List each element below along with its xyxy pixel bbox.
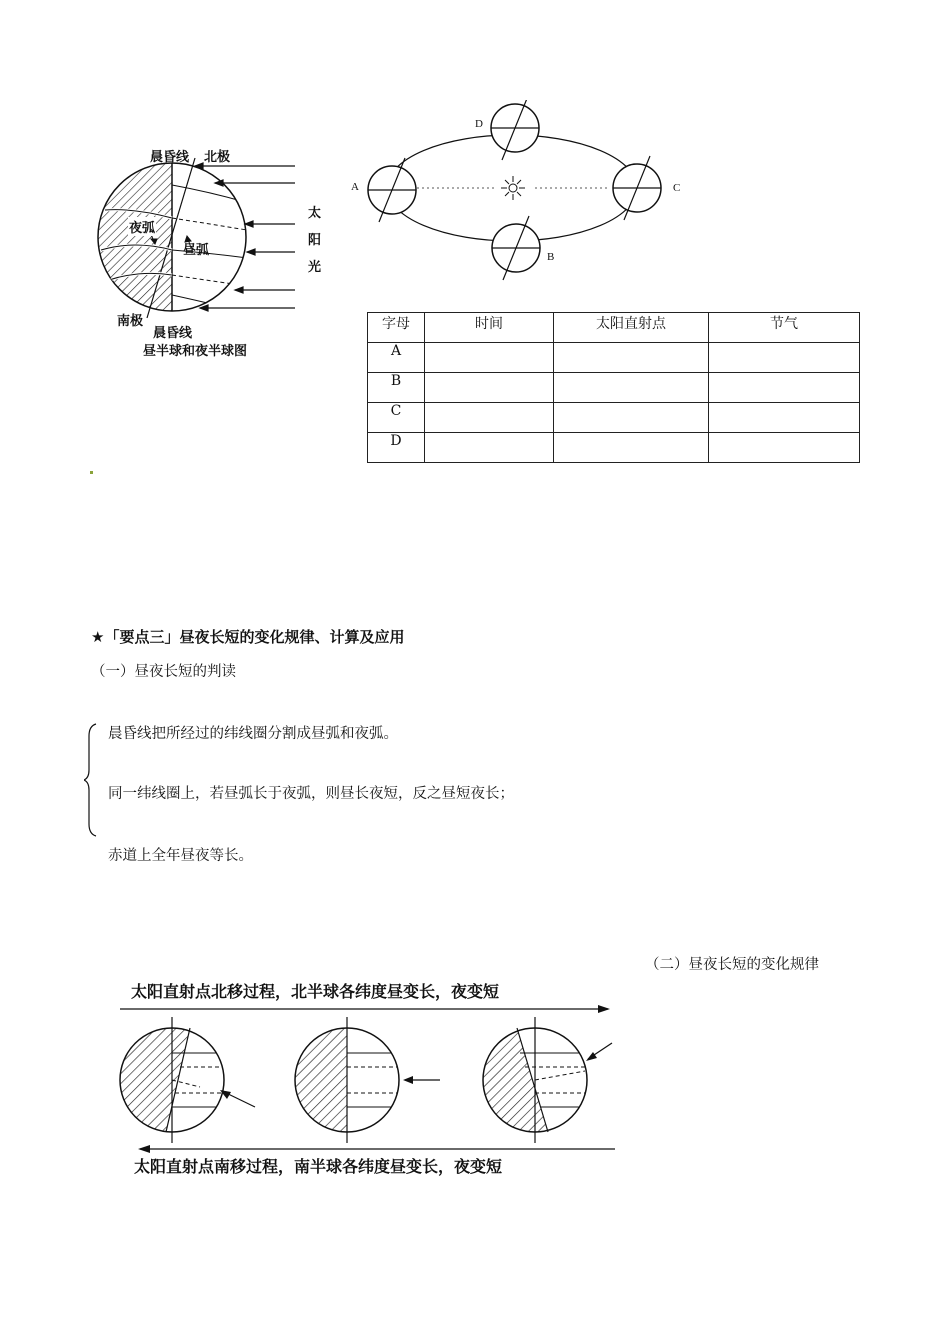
cell-letter: C [368, 403, 425, 433]
cell-term[interactable] [709, 433, 860, 463]
decorative-dot [90, 471, 93, 474]
orbit-answer-table [367, 312, 860, 463]
section-title: ★「要点三」昼夜长短的变化规律、计算及应用 [91, 628, 405, 646]
figure3-bottom-caption: 太阳直射点南移过程，南半球各纬度昼变长，夜变短 [134, 1157, 503, 1176]
cell-point[interactable] [554, 343, 709, 373]
cell-term[interactable] [709, 373, 860, 403]
night-arc-label: 夜弧 [128, 217, 156, 236]
cell-time[interactable] [425, 373, 554, 403]
subsection-2-title: （二）昼夜长短的变化规律 [645, 957, 819, 973]
cell-point[interactable] [554, 433, 709, 463]
day-arc-label: 昼弧 [183, 243, 210, 258]
terminator-label-bottom: 晨昏线 [153, 326, 193, 341]
terminator-label-top: 晨昏线 [150, 150, 190, 165]
sunlight-label-2: 阳 [308, 233, 322, 248]
cell-letter: A [368, 343, 425, 373]
north-pole-label: 北极 [204, 150, 231, 165]
cell-time[interactable] [425, 403, 554, 433]
bullet-1: 晨昏线把所经过的纬线圈分割成昼弧和夜弧。 [108, 726, 398, 742]
sunlight-label-3: 光 [308, 260, 322, 275]
cell-time[interactable] [425, 343, 554, 373]
subsection-1-title: （一）昼夜长短的判读 [91, 664, 236, 680]
earth-orbit-figure [345, 100, 700, 285]
sun-icon [501, 176, 525, 200]
cell-term[interactable] [709, 403, 860, 433]
brace-icon [84, 722, 100, 838]
orbit-label-c: C [673, 182, 681, 194]
cell-point[interactable] [554, 403, 709, 433]
day-length-change-figure [100, 995, 620, 1155]
day-night-hemisphere-figure [95, 140, 335, 365]
header-time: 时间 [425, 313, 554, 343]
table-header-row [368, 313, 860, 343]
south-pole-label: 南极 [117, 314, 144, 329]
table-row [368, 343, 860, 373]
cell-time[interactable] [425, 433, 554, 463]
bullet-2: 同一纬线圈上，若昼弧长于夜弧，则昼长夜短，反之昼短夜长； [108, 786, 514, 802]
cell-point[interactable] [554, 373, 709, 403]
figure3-top-caption: 太阳直射点北移过程，北半球各纬度昼变长，夜变短 [131, 982, 500, 1001]
figure1-caption: 昼半球和夜半球图 [143, 344, 248, 359]
bullet-3: 赤道上全年昼夜等长。 [108, 848, 253, 864]
header-solar-term: 节气 [709, 313, 860, 343]
header-letter: 字母 [368, 313, 425, 343]
header-direct-point: 太阳直射点 [554, 313, 709, 343]
orbit-label-b: B [547, 251, 555, 263]
cell-letter: B [368, 373, 425, 403]
table-row [368, 433, 860, 463]
table-row [368, 403, 860, 433]
orbit-label-d: D [475, 118, 483, 130]
cell-term[interactable] [709, 343, 860, 373]
cell-letter: D [368, 433, 425, 463]
sunlight-label-1: 太 [308, 206, 322, 221]
table-row [368, 373, 860, 403]
orbit-label-a: A [351, 181, 359, 193]
